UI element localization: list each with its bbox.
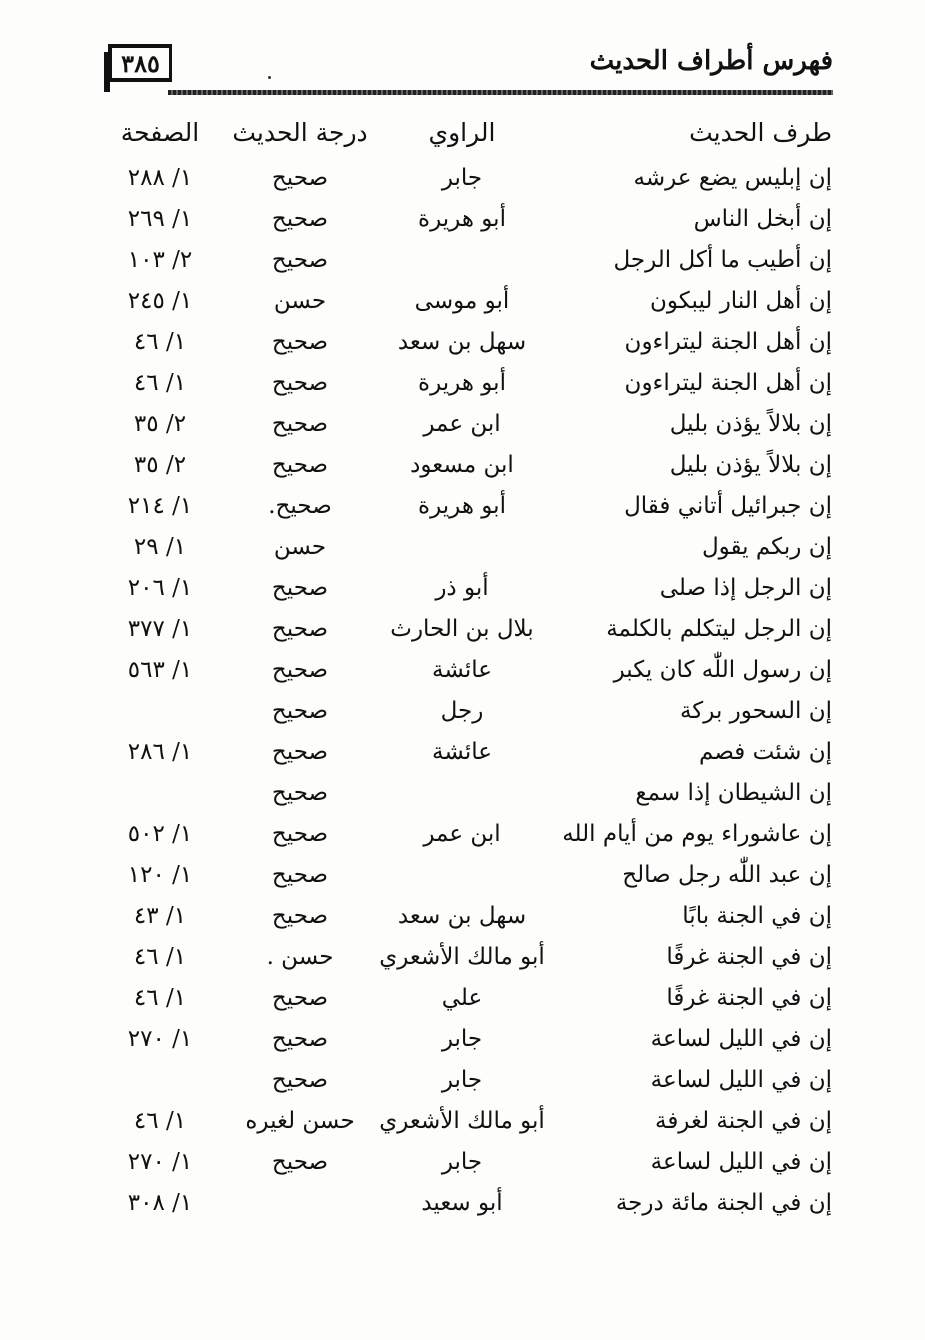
header-dot <box>268 76 271 79</box>
cell-grade: صحيح <box>271 1067 329 1093</box>
cell-hadith: إن بلالاً يؤذن بليل <box>669 411 832 437</box>
cell-narrator: رجل <box>440 698 484 724</box>
cell-hadith: إن عاشوراء يوم من أيام الله <box>562 821 832 847</box>
table-row <box>110 158 832 199</box>
cell-page: ١/ ٣٠٨ <box>127 1190 193 1216</box>
cell-hadith: إن أهل النار ليبكون <box>650 288 832 314</box>
cell-hadith: إن أهل الجنة ليتراءون <box>624 329 832 355</box>
table-row <box>110 240 832 281</box>
cell-narrator: عائشة <box>432 657 492 683</box>
cell-hadith: إن في الجنة بابًا <box>682 903 832 929</box>
table-row <box>110 650 832 691</box>
cell-grade: حسن . <box>266 944 334 970</box>
cell-narrator: أبو موسى <box>414 288 510 314</box>
cell-page: ١/ ٢٤٥ <box>127 288 193 314</box>
cell-narrator: أبو هريرة <box>418 493 506 519</box>
cell-grade: صحيح <box>271 1026 329 1052</box>
cell-narrator: أبو مالك الأشعري <box>379 1108 545 1134</box>
cell-page: ١/ ٢٩ <box>133 534 187 560</box>
cell-narrator: جابر <box>441 165 483 191</box>
cell-hadith: إن بلالاً يؤذن بليل <box>669 452 832 478</box>
table-header-row <box>110 108 832 158</box>
cell-hadith: إن في الجنة مائة درجة <box>615 1190 832 1216</box>
cell-narrator: ابن عمر <box>423 821 501 847</box>
table-row <box>110 896 832 937</box>
cell-narrator: جابر <box>441 1026 483 1052</box>
cell-hadith: إن شئت فصم <box>699 739 832 765</box>
cell-page: ٢/ ٣٥ <box>133 452 187 478</box>
cell-grade: صحيح. <box>268 493 332 519</box>
hadith-index-table <box>110 108 832 1224</box>
cell-narrator: سهل بن سعد <box>397 329 527 355</box>
table-row <box>110 527 832 568</box>
cell-grade: صحيح <box>271 821 329 847</box>
cell-page: ١/ ٥٠٢ <box>127 821 193 847</box>
cell-hadith: إن أطيب ما أكل الرجل <box>613 247 832 273</box>
column-header-hadith: طرف الحديث <box>689 118 832 147</box>
table-row <box>110 486 832 527</box>
header-rule <box>168 90 833 95</box>
cell-hadith: إن ربكم يقول <box>701 534 832 560</box>
cell-grade: صحيح <box>271 1149 329 1175</box>
cell-grade: صحيح <box>271 329 329 355</box>
table-row <box>110 855 832 896</box>
cell-hadith: إن الرجل إذا صلى <box>659 575 832 601</box>
column-header-narrator: الراوي <box>428 118 496 147</box>
table-row <box>110 814 832 855</box>
cell-narrator: جابر <box>441 1067 483 1093</box>
cell-page: ١/ ٢١٤ <box>127 493 193 519</box>
cell-narrator: عائشة <box>432 739 492 765</box>
cell-page: ١/ ٢٦٩ <box>127 206 193 232</box>
cell-hadith: إن في الجنة لغرفة <box>654 1108 832 1134</box>
table-row <box>110 1019 832 1060</box>
cell-grade: صحيح <box>271 903 329 929</box>
cell-grade: صحيح <box>271 780 329 806</box>
table-row <box>110 773 832 814</box>
cell-hadith: إن في الليل لساعة <box>650 1026 832 1052</box>
cell-narrator: ابن مسعود <box>410 452 514 478</box>
cell-page: ١/ ٢٨٨ <box>127 165 193 191</box>
cell-grade: صحيح <box>271 862 329 888</box>
table-row <box>110 199 832 240</box>
cell-grade: صحيح <box>271 616 329 642</box>
cell-narrator: أبو سعيد <box>421 1190 503 1216</box>
cell-narrator: علي <box>441 985 483 1011</box>
cell-page: ٢/ ١٠٣ <box>127 247 193 273</box>
cell-hadith: إن الرجل ليتكلم بالكلمة <box>606 616 832 642</box>
table-row <box>110 404 832 445</box>
cell-page: ١/ ٣٧٧ <box>127 616 193 642</box>
cell-grade: صحيح <box>271 370 329 396</box>
cell-narrator: سهل بن سعد <box>397 903 527 929</box>
cell-hadith: إن رسول اللّٰه كان يكبر <box>613 657 832 683</box>
table-row <box>110 1142 832 1183</box>
page-number: ٣٨٥ <box>108 44 172 82</box>
table-row <box>110 691 832 732</box>
table-row <box>110 609 832 650</box>
cell-page: ١/ ٤٦ <box>133 1108 187 1134</box>
cell-hadith: إن أهل الجنة ليتراءون <box>624 370 832 396</box>
cell-page: ١/ ٤٦ <box>133 944 187 970</box>
cell-hadith: إن في الجنة غرفًا <box>666 944 832 970</box>
cell-grade: صحيح <box>271 452 329 478</box>
cell-hadith: إن في الليل لساعة <box>650 1067 832 1093</box>
cell-grade: حسن <box>273 534 327 560</box>
cell-page: ١/ ٢٨٦ <box>127 739 193 765</box>
table-row <box>110 445 832 486</box>
column-header-page: الصفحة <box>120 118 200 147</box>
table-row <box>110 937 832 978</box>
cell-grade: حسن <box>273 288 327 314</box>
cell-narrator: جابر <box>441 1149 483 1175</box>
cell-grade: صحيح <box>271 985 329 1011</box>
cell-hadith: إن أبخل الناس <box>693 206 832 232</box>
cell-hadith: إن عبد اللّٰه رجل صالح <box>622 862 832 888</box>
cell-narrator: بلال بن الحارث <box>390 616 534 642</box>
cell-page: ١/ ٤٦ <box>133 329 187 355</box>
cell-page: ١/ ٤٦ <box>133 370 187 396</box>
table-row <box>110 1060 832 1101</box>
cell-narrator: أبو ذر <box>435 575 489 601</box>
cell-hadith: إن في الليل لساعة <box>650 1149 832 1175</box>
cell-page: ١/ ٤٦ <box>133 985 187 1011</box>
table-row <box>110 1183 832 1224</box>
page-header <box>108 38 833 96</box>
cell-grade: صحيح <box>271 657 329 683</box>
table-row <box>110 568 832 609</box>
cell-hadith: إن جبرائيل أتاني فقال <box>624 493 832 519</box>
column-header-grade: درجة الحديث <box>232 118 368 147</box>
cell-grade: صحيح <box>271 411 329 437</box>
cell-grade: صحيح <box>271 739 329 765</box>
cell-narrator: أبو هريرة <box>418 370 506 396</box>
cell-narrator: أبو هريرة <box>418 206 506 232</box>
cell-narrator: ابن عمر <box>423 411 501 437</box>
cell-page: ١/ ٢٠٦ <box>127 575 193 601</box>
page-title: فهرس أطراف الحديث <box>589 46 833 76</box>
cell-page: ١/ ١٢٠ <box>127 862 193 888</box>
cell-grade: صحيح <box>271 247 329 273</box>
table-row <box>110 732 832 773</box>
cell-page: ١/ ٢٧٠ <box>127 1149 193 1175</box>
cell-page: ٢/ ٣٥ <box>133 411 187 437</box>
cell-hadith: إن السحور بركة <box>679 698 832 724</box>
table-row <box>110 322 832 363</box>
cell-hadith: إن في الجنة غرفًا <box>666 985 832 1011</box>
cell-narrator: أبو مالك الأشعري <box>379 944 545 970</box>
cell-grade: حسن لغيره <box>245 1108 355 1134</box>
table-row <box>110 363 832 404</box>
cell-hadith: إن إبليس يضع عرشه <box>633 165 832 191</box>
cell-grade: صحيح <box>271 165 329 191</box>
cell-page: ١/ ٥٦٣ <box>127 657 193 683</box>
table-row <box>110 1101 832 1142</box>
cell-grade: صحيح <box>271 206 329 232</box>
cell-page: ١/ ٤٣ <box>133 903 187 929</box>
table-row <box>110 281 832 322</box>
cell-hadith: إن الشيطان إذا سمع <box>635 780 832 806</box>
cell-grade: صحيح <box>271 575 329 601</box>
cell-page: ١/ ٢٧٠ <box>127 1026 193 1052</box>
table-row <box>110 978 832 1019</box>
cell-grade: صحيح <box>271 698 329 724</box>
